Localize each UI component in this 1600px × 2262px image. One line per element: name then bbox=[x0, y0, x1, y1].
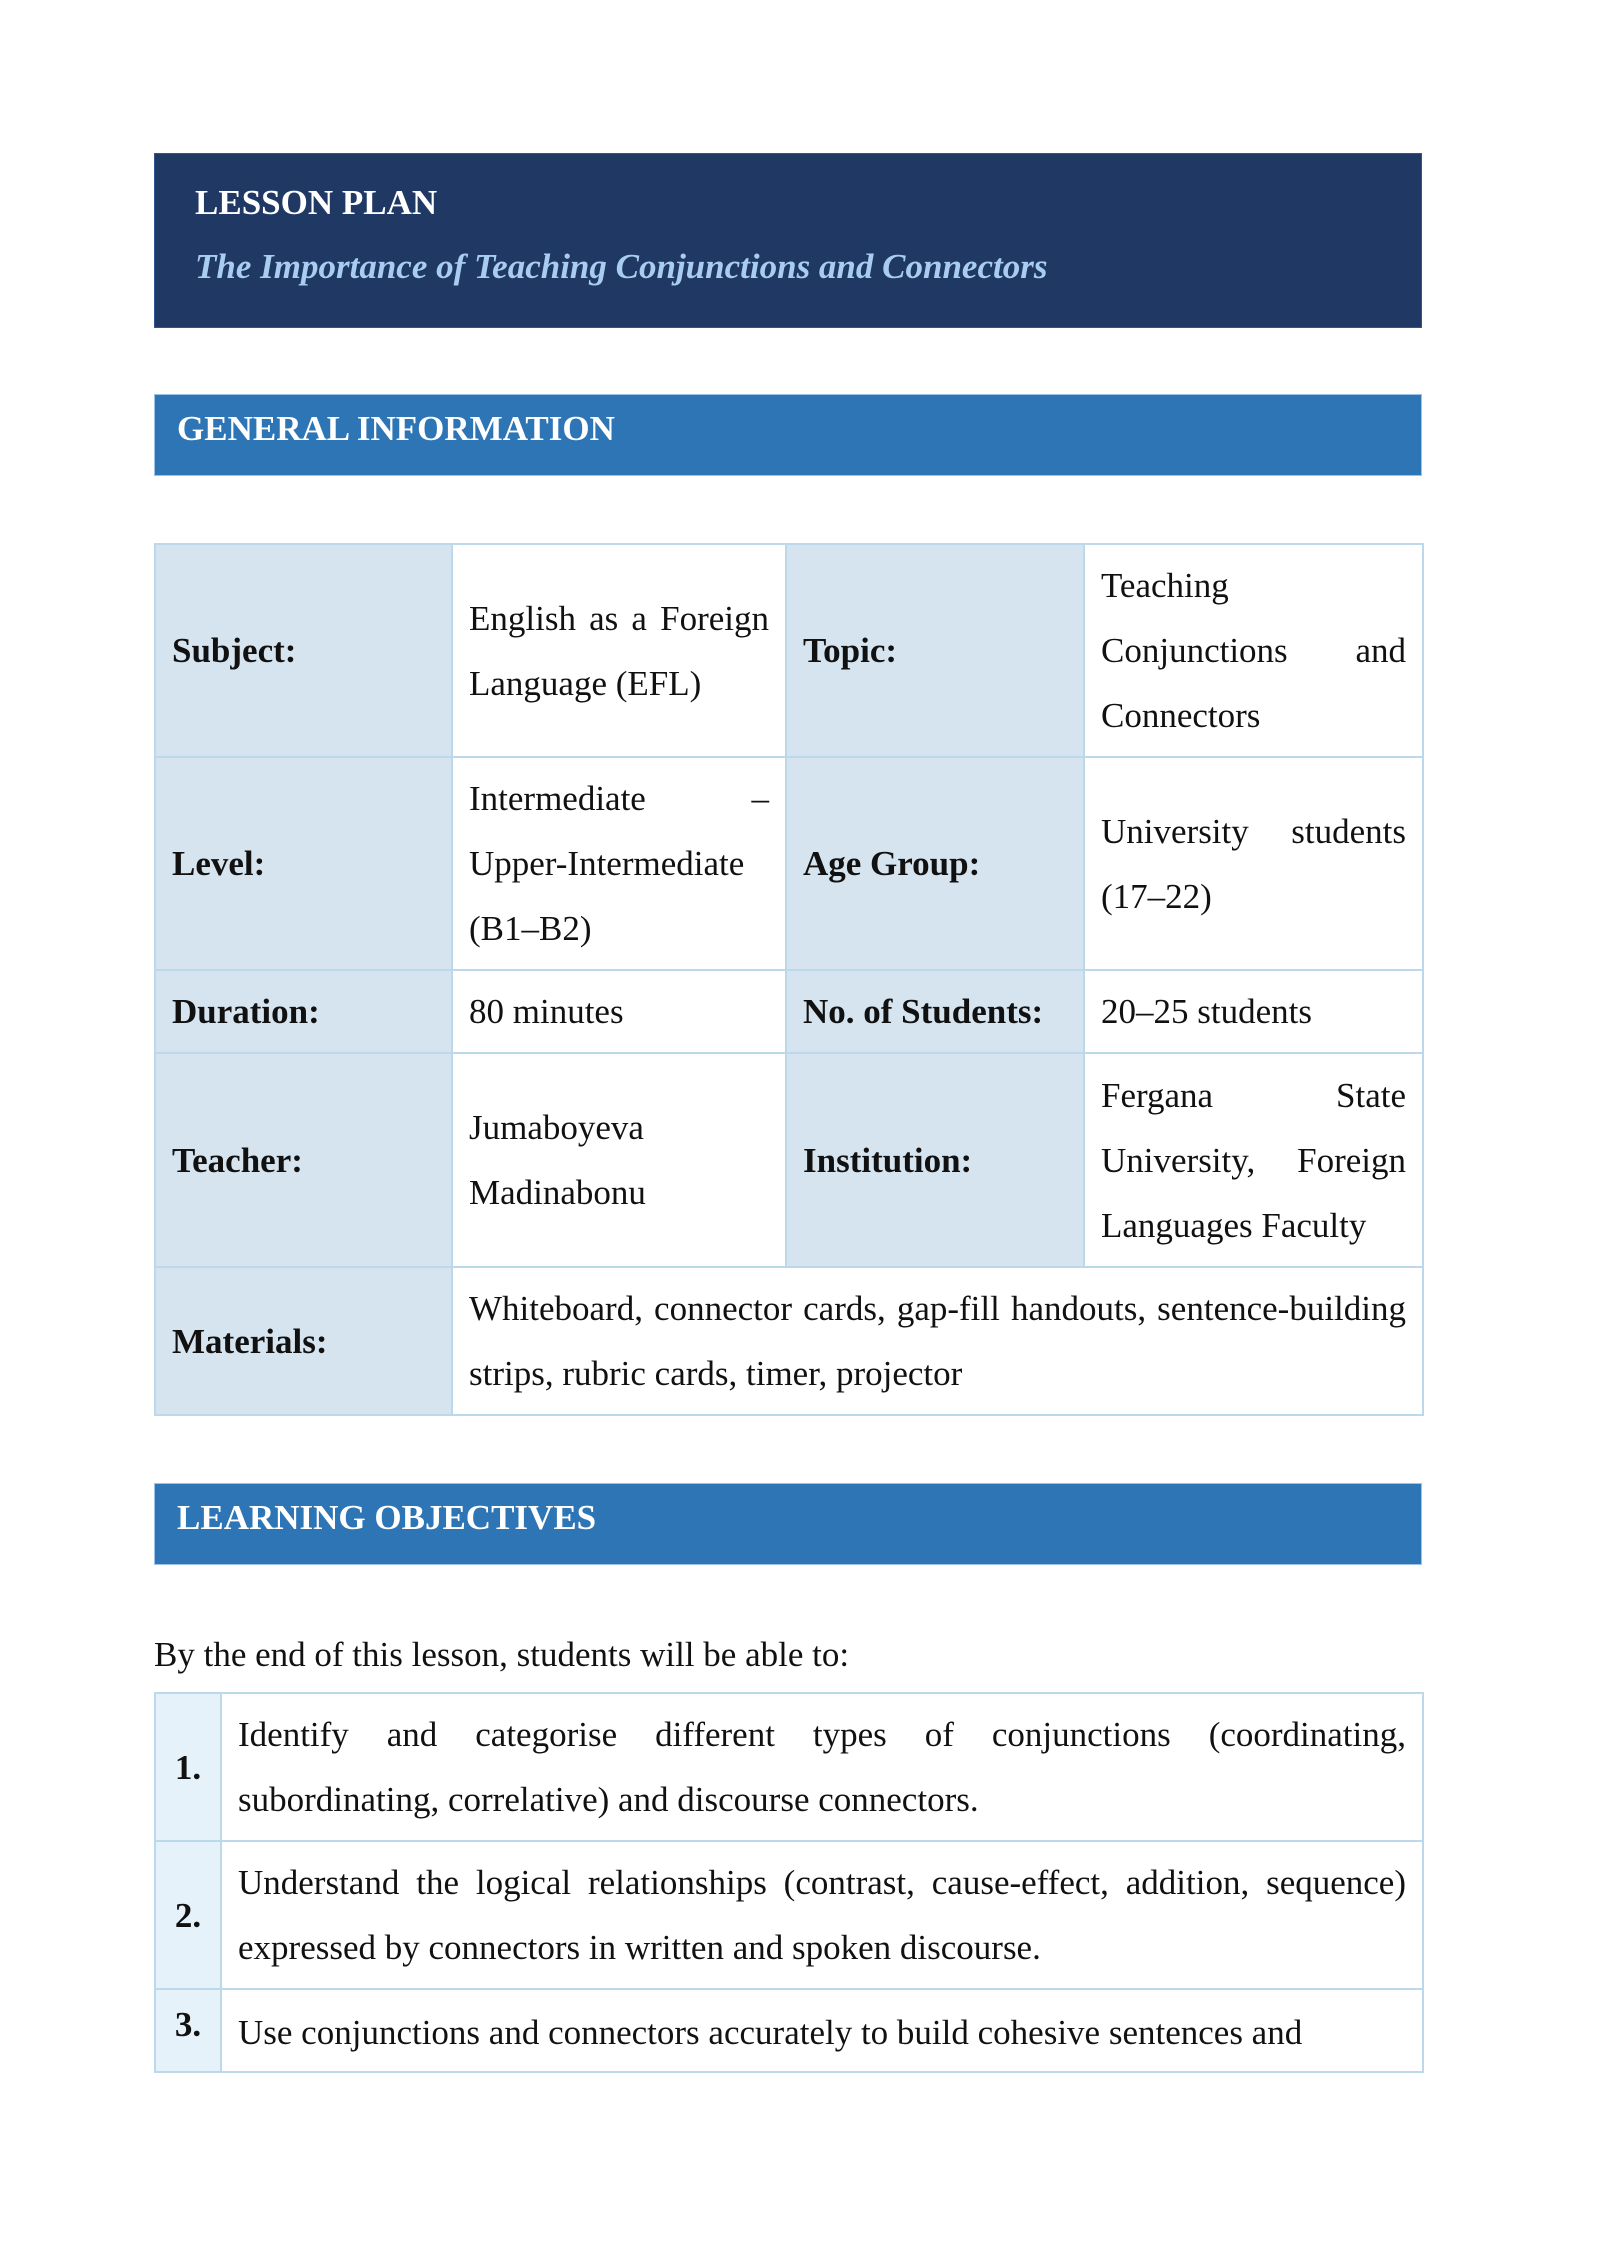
table-row bbox=[155, 1267, 1423, 1415]
objective-text: Use conjunctions and connectors accurately to build cohesive sentences and bbox=[221, 1989, 1423, 2072]
institution-label: Institution: bbox=[786, 1053, 1084, 1267]
section-heading-learning-objectives: LEARNING OBJECTIVES bbox=[154, 1483, 1422, 1565]
materials-label: Materials: bbox=[155, 1267, 452, 1415]
table-row bbox=[155, 1693, 1423, 1841]
table-row bbox=[155, 970, 1423, 1053]
subject-value: English as a Foreign Language (EFL) bbox=[452, 544, 786, 757]
age-group-label: Age Group: bbox=[786, 757, 1084, 970]
table-row bbox=[155, 1841, 1423, 1989]
table-row bbox=[155, 1989, 1423, 2072]
duration-value: 80 minutes bbox=[452, 970, 786, 1053]
students-label: No. of Students: bbox=[786, 970, 1084, 1053]
objective-number: 2. bbox=[155, 1841, 221, 1989]
lesson-plan-page bbox=[154, 153, 1422, 2073]
objective-text: Understand the logical relationships (contrast, cause-effect, addition, sequence) expressed by connectors in written and spoken discourse. bbox=[221, 1841, 1423, 1989]
objectives-table bbox=[154, 1692, 1424, 2073]
objective-number: 3. bbox=[155, 1989, 221, 2072]
table-row bbox=[155, 544, 1423, 757]
objective-text: Identify and categorise different types of conjunctions (coordinating, subordinating, correlative) and discourse connectors. bbox=[221, 1693, 1423, 1841]
objectives-intro: By the end of this lesson, students will be able to: bbox=[154, 1635, 850, 1674]
table-row bbox=[155, 1053, 1423, 1267]
teacher-value: Jumaboyeva Madinabonu bbox=[452, 1053, 786, 1267]
subject-label: Subject: bbox=[155, 544, 452, 757]
document-title: LESSON PLAN bbox=[195, 183, 438, 222]
general-information-table bbox=[154, 543, 1424, 1416]
document-subtitle: The Importance of Teaching Conjunctions and Connectors bbox=[195, 247, 1048, 286]
duration-label: Duration: bbox=[155, 970, 452, 1053]
level-label: Level: bbox=[155, 757, 452, 970]
section-heading-general-information: GENERAL INFORMATION bbox=[154, 394, 1422, 476]
teacher-label: Teacher: bbox=[155, 1053, 452, 1267]
topic-value: Teaching Conjunctions and Connectors bbox=[1084, 544, 1423, 757]
objective-number: 1. bbox=[155, 1693, 221, 1841]
topic-label: Topic: bbox=[786, 544, 1084, 757]
institution-value: Fergana State University, Foreign Languages Faculty bbox=[1084, 1053, 1423, 1267]
materials-value: Whiteboard, connector cards, gap-fill handouts, sentence-building strips, rubric cards, timer, projector bbox=[452, 1267, 1423, 1415]
students-value: 20–25 students bbox=[1084, 970, 1423, 1053]
title-block bbox=[154, 153, 1422, 328]
table-row bbox=[155, 757, 1423, 970]
age-group-value: University students (17–22) bbox=[1084, 757, 1423, 970]
level-value: Intermediate – Upper-Intermediate (B1–B2) bbox=[452, 757, 786, 970]
